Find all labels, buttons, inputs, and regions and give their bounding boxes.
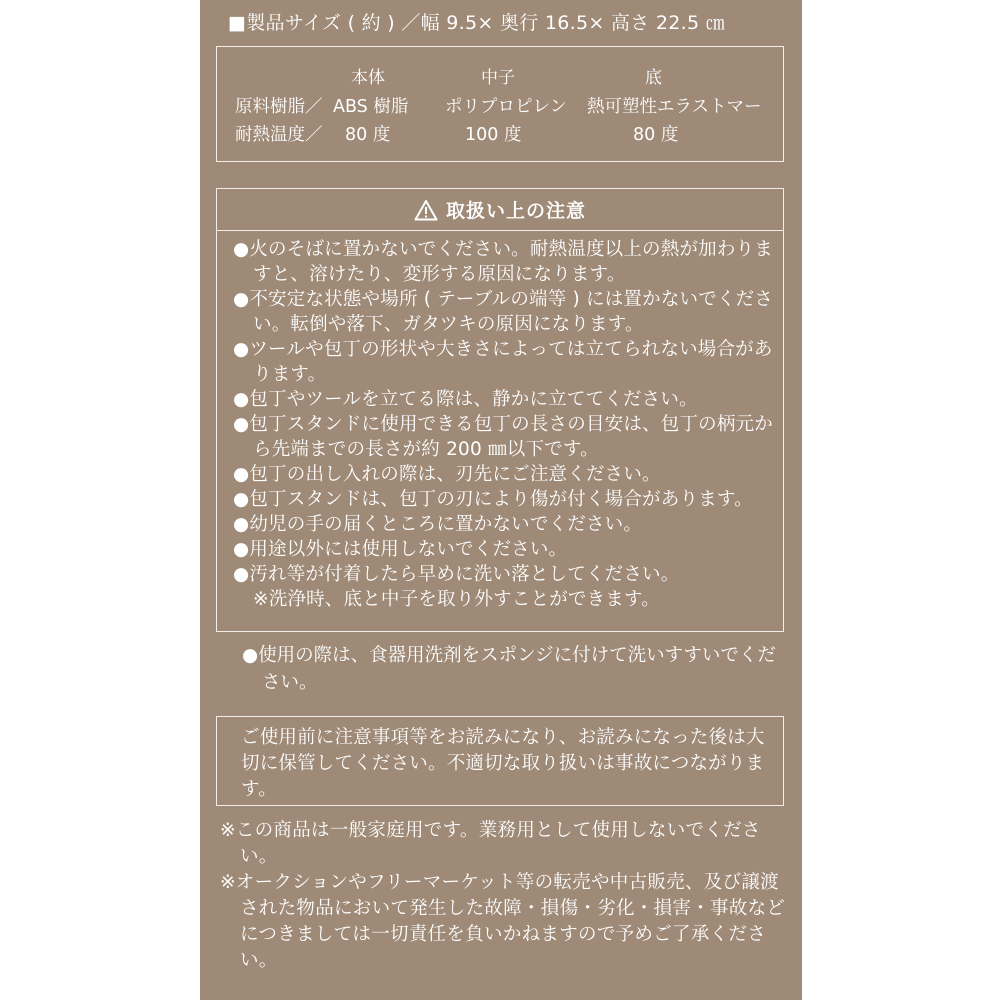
disclaimers <box>220 818 790 974</box>
caution-item: ●火のそばに置かないでください。耐熱温度以上の熱が加わりますと、溶けたり、変形する原因になります。 <box>233 239 773 285</box>
notice-text: ご使用前に注意事項等をお読みになり、お読みになった後は大切に保管してください。不適切な取り扱いは事故につながります。 <box>241 727 765 800</box>
spec-row-label-material: 原料樹脂／ <box>235 97 323 117</box>
caution-item: ●ツールや包丁の形状や大きさによっては立てられない場合があります。 <box>233 339 773 385</box>
caution-sub-note-row <box>233 587 783 612</box>
caution-item: ●包丁やツールを立てる際は、静かに立ててください。 <box>233 389 698 410</box>
notice-box <box>216 716 784 806</box>
caution-item: ●幼児の手の届くところに置かないでください。 <box>233 514 643 535</box>
caution-item: ●包丁の出し入れの際は、刃先にご注意ください。 <box>233 464 661 485</box>
spec-material-body: ABS 樹脂 <box>333 97 409 117</box>
caution-sub-note: ※洗浄時、底と中子を取り外すことができます。 <box>253 589 660 610</box>
disclaimer-item: ※この商品は一般家庭用です。業務用として使用しないでください。 <box>220 820 761 867</box>
product-info-panel <box>200 0 802 1000</box>
caution-item: ●用途以外には使用しないでください。 <box>233 539 568 560</box>
wash-note: ●使用の際は、食器用洗剤をスポンジに付けて洗いすすいでください。 <box>242 645 776 693</box>
caution-title: 取扱い上の注意 <box>445 200 586 222</box>
disclaimer-item: ※オークションやフリーマーケット等の転売や中古販売、及び譲渡された物品において発生した故障・損傷・劣化・損害・事故などにつきましては一切責任を負いかねますので予めご了承ください。 <box>220 872 786 971</box>
spec-row-label-heat: 耐熱温度／ <box>235 125 323 145</box>
spec-header-core: 中子 <box>481 68 515 88</box>
caution-item: ●包丁スタンドに使用できる包丁の長さの目安は、包丁の柄元から先端までの長さが約 200 ㎜以下です。 <box>233 414 773 460</box>
spec-material-base: 熱可塑性エラストマー <box>587 97 762 117</box>
spec-header-body: 本体 <box>351 68 385 88</box>
spec-heat-body: 80 度 <box>345 125 391 145</box>
caution-list <box>217 231 783 612</box>
spec-heat-base: 80 度 <box>633 125 679 145</box>
spec-table-box <box>216 46 784 162</box>
spec-header-base: 底 <box>645 68 662 88</box>
warning-triangle-icon <box>414 199 438 221</box>
caution-item: ●不安定な状態や場所 ( テーブルの端等 ) には置かないでください。転倒や落下、ガタツキの原因になります。 <box>233 289 774 335</box>
caution-box <box>216 188 784 632</box>
caution-item: ●包丁スタンドは、包丁の刃により傷が付く場合があります。 <box>233 489 753 510</box>
spec-heat-core: 100 度 <box>465 125 522 145</box>
caution-item: ●汚れ等が付着したら早めに洗い落としてください。 <box>233 564 680 585</box>
product-size-line: ■製品サイズ ( 約 ) ／幅 9.5× 奥行 16.5× 高さ 22.5 ㎝ <box>228 12 726 34</box>
spec-material-core: ポリプロピレン <box>445 97 568 117</box>
caution-header <box>217 189 783 231</box>
